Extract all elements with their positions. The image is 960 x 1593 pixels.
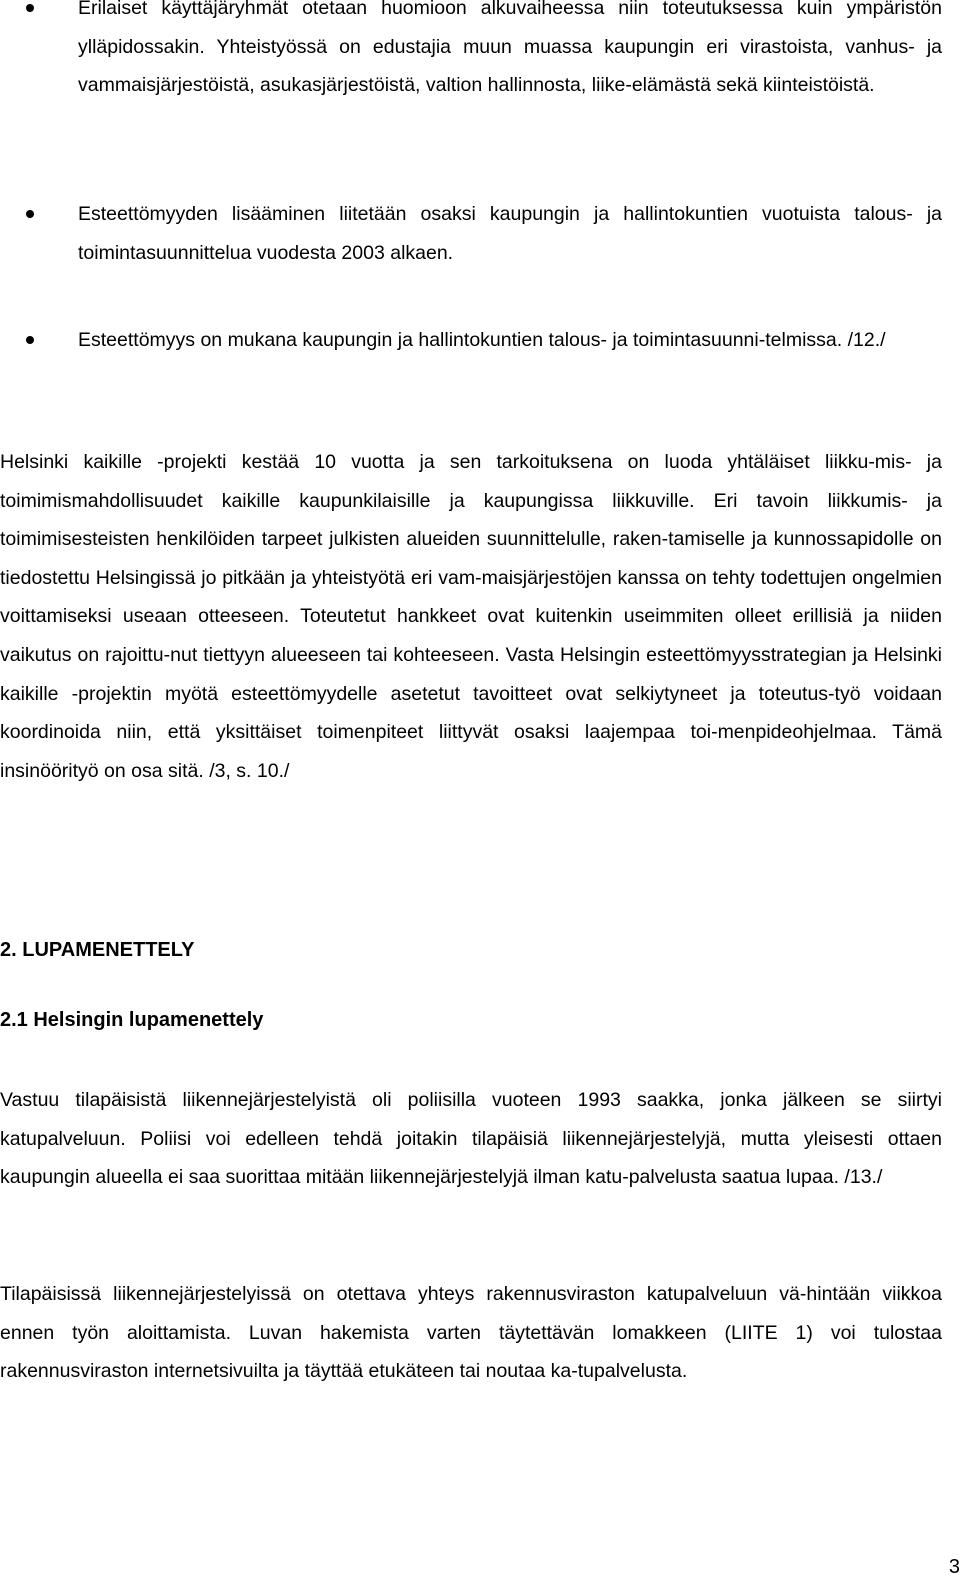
page-number: 3 bbox=[948, 1556, 960, 1578]
bullet-dot-icon bbox=[26, 336, 34, 344]
bullet-dot-icon bbox=[26, 210, 34, 218]
body-paragraph: Vastuu tilapäisistä liikennejärjestelyistä oli poliisilla vuoteen 1993 saakka, jonka jälkeen se siirtyi katupalveluun. Poliisi voi edelleen tehdä joitakin tilapäisiä liikennejärjestelyjä, mutta yleisesti ottaen kaupungin alueella ei saa suorittaa mitään liikennejärjestelyjä ilman katu-palvelusta saatua lupaa. /13./ bbox=[0, 1089, 942, 1189]
subsection-heading: 2.1 Helsingin lupamenettely bbox=[0, 1009, 264, 1031]
intro-paragraph: Helsinki kaikille -projekti kestää 10 vuotta ja sen tarkoituksena on luoda yhtäläiset liikku-mis- ja toimimismahdollisuudet kaikille kaupunkilaisille ja kaupungissa liikkuville. Eri tavoin liikkumis- ja toimimisesteisten henkilöiden tarpeet julkisten alueiden suunnittelulle, raken-tamiselle ja kunnossapidolle on tiedostettu Helsingissä jo pitkään ja yhteistyötä eri vam-maisjärjestöjen kanssa on tehty todettujen ongelmien voittamiseksi useaan otteeseen. Toteutetut hankkeet ovat kuitenkin useimmiten olleet erillisiä ja niiden vaikutus on rajoittu-nut tiettyyn alueeseen tai kohteeseen. Vasta Helsingin esteettömyysstrategian ja Helsinki kaikille -projektin myötä esteettömyydelle asetetut tavoitteet ovat selkiytyneet ja toteutus-työ voidaan koordinoida niin, että yksittäiset toimenpiteet liittyvät osaksi laajempaa toi-menpideohjelmaa. Tämä insinöörityö on osa sitä. /3, s. 10./ bbox=[0, 451, 942, 782]
bullet-text: Esteettömyys on mukana kaupungin ja hallintokuntien talous- ja toimintasuunni-telmissa. /12./ bbox=[78, 329, 886, 351]
bullet-text: Erilaiset käyttäjäryhmät otetaan huomioon alkuvaiheessa niin toteutuksessa kuin ympäristön ylläpidossakin. Yhteistyössä on edustajia muun muassa kaupungin eri virastoista, vanhus- ja vammaisjärjestöistä, asukasjärjestöistä, valtion hallinnosta, liike-elämästä sekä kiinteistöistä. bbox=[78, 0, 942, 96]
body-paragraph: Tilapäisissä liikennejärjestelyissä on otettava yhteys rakennusviraston katupalveluun vä-hintään viikkoa ennen työn aloittamista. Luvan hakemista varten täytettävän lomakkeen (LIITE 1) voi tulostaa rakennusviraston internetsivuilta ja täyttää etukäteen tai noutaa ka-tupalvelusta. bbox=[0, 1283, 942, 1383]
bullet-text: Esteettömyyden lisääminen liitetään osaksi kaupungin ja hallintokuntien vuotuista talous- ja toimintasuunnittelua vuodesta 2003 alkaen. bbox=[78, 203, 942, 264]
bullet-dot-icon bbox=[26, 4, 34, 12]
section-heading: 2. LUPAMENETTELY bbox=[0, 939, 195, 961]
